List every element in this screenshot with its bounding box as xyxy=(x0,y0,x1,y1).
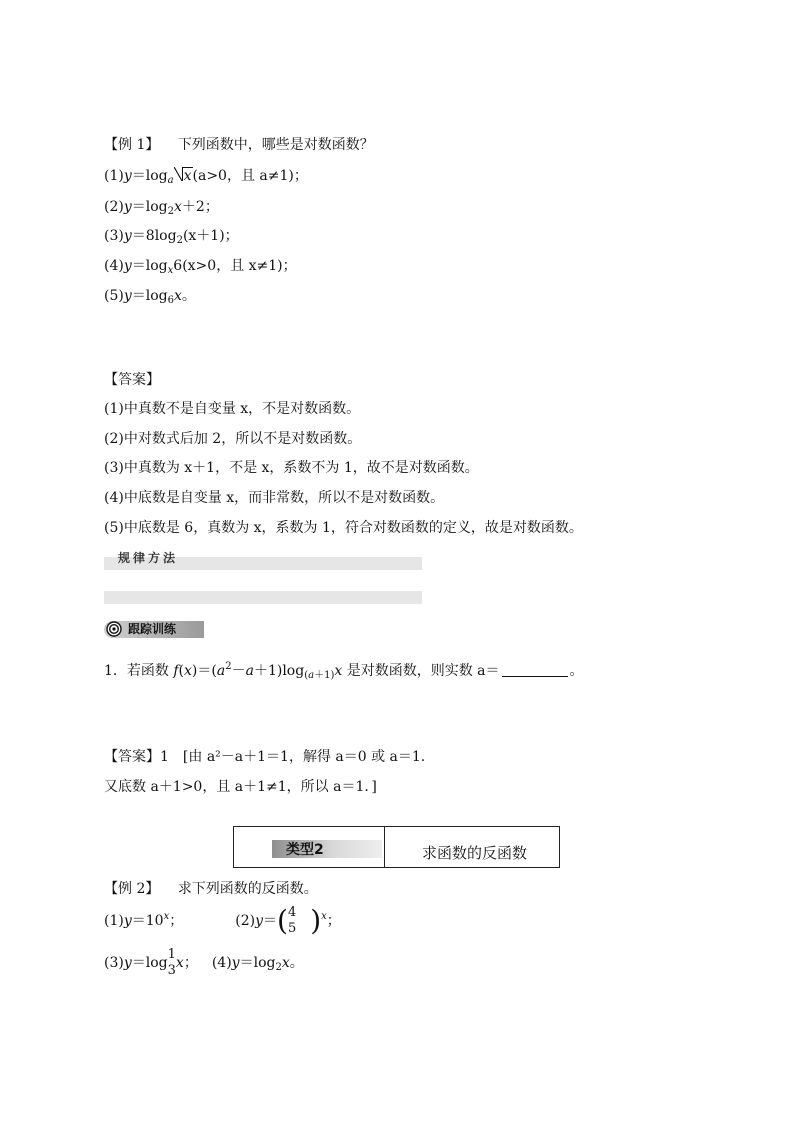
answer-1-line-4: (4)中底数是自变量 x，而非常数，所以不是对数函数。 xyxy=(104,490,445,506)
answer-1-line-1: (1)中真数不是自变量 x，不是对数函数。 xyxy=(104,401,361,417)
example-2-items-row-2: (3)y＝log 1 3 x； $(4)y=\log_2x$。 xyxy=(104,947,304,978)
example-1-item-1: $(1)y=\log_a$ x(a>0，且 a≠1)； xyxy=(104,168,308,186)
type-2-tag: 类型2 xyxy=(272,840,382,858)
method-bar-bottom xyxy=(104,591,422,604)
answer-1-line-2: (2)中对数式后加 2，所以不是对数函数。 xyxy=(104,431,362,447)
training-badge xyxy=(104,621,204,638)
example-1-question: 下列函数中，哪些是对数函数？ xyxy=(177,137,374,153)
example-1-item-5: $(5)y=\log_6x$。 xyxy=(104,288,196,306)
example-1-label: 【例 1】 xyxy=(104,137,160,153)
example-1-heading-line xyxy=(104,135,374,155)
answer-1-line-5: (5)中底数是 6，真数为 x，系数为 1，符合对数函数的定义，故是对数函数。 xyxy=(104,520,583,536)
answer-blank xyxy=(502,662,568,677)
training-label: 跟踪训练 xyxy=(128,622,177,636)
answer-1-heading: 【答案】 xyxy=(104,372,160,388)
answer-1-line-3: (3)中真数为 x＋1，不是 x，系数不为 1，故不是对数函数。 xyxy=(104,460,479,476)
example-2-label: 【例 2】 xyxy=(104,881,160,897)
type-box-divider xyxy=(384,827,385,867)
fraction-1-3: 1 3 xyxy=(167,947,176,978)
example-2-items-row-1: $(1)y=10^x$； (2)y＝( 4 5 )$^x$； xyxy=(104,904,341,937)
example-1-item-3: $(3)y=8\log_2(x+1)$； xyxy=(104,228,239,246)
target-icon xyxy=(106,621,122,637)
training-question-1: 1．若函数 $f(x)=(a^2-a+1)\log_{(a+1)}x$ 是对数函数，则实数 a＝ 。 xyxy=(104,661,584,681)
example-1-item-2: $(2)y=\log_2x+2$； xyxy=(104,199,219,217)
type-2-box xyxy=(233,826,560,868)
type-2-title: 求函数的反函数 xyxy=(422,844,528,862)
example-1-item-4: $(4)y=\log_x6(x>0$，且 x≠1)； xyxy=(104,258,297,276)
example-2-heading-line xyxy=(104,879,318,899)
sqrt-symbol: x xyxy=(174,166,193,186)
fraction-4-5: 4 5 xyxy=(287,905,297,936)
answer-2-line-2: 又底数 a＋1>0，且 a＋1≠1，所以 a＝1．] xyxy=(104,779,377,795)
method-label: 规律方法 xyxy=(118,551,179,565)
answer-2-line-1: 【答案】1 [由 a²－a＋1＝1，解得 a＝0 或 a＝1. xyxy=(104,749,426,765)
example-2-question: 求下列函数的反函数。 xyxy=(177,881,318,897)
